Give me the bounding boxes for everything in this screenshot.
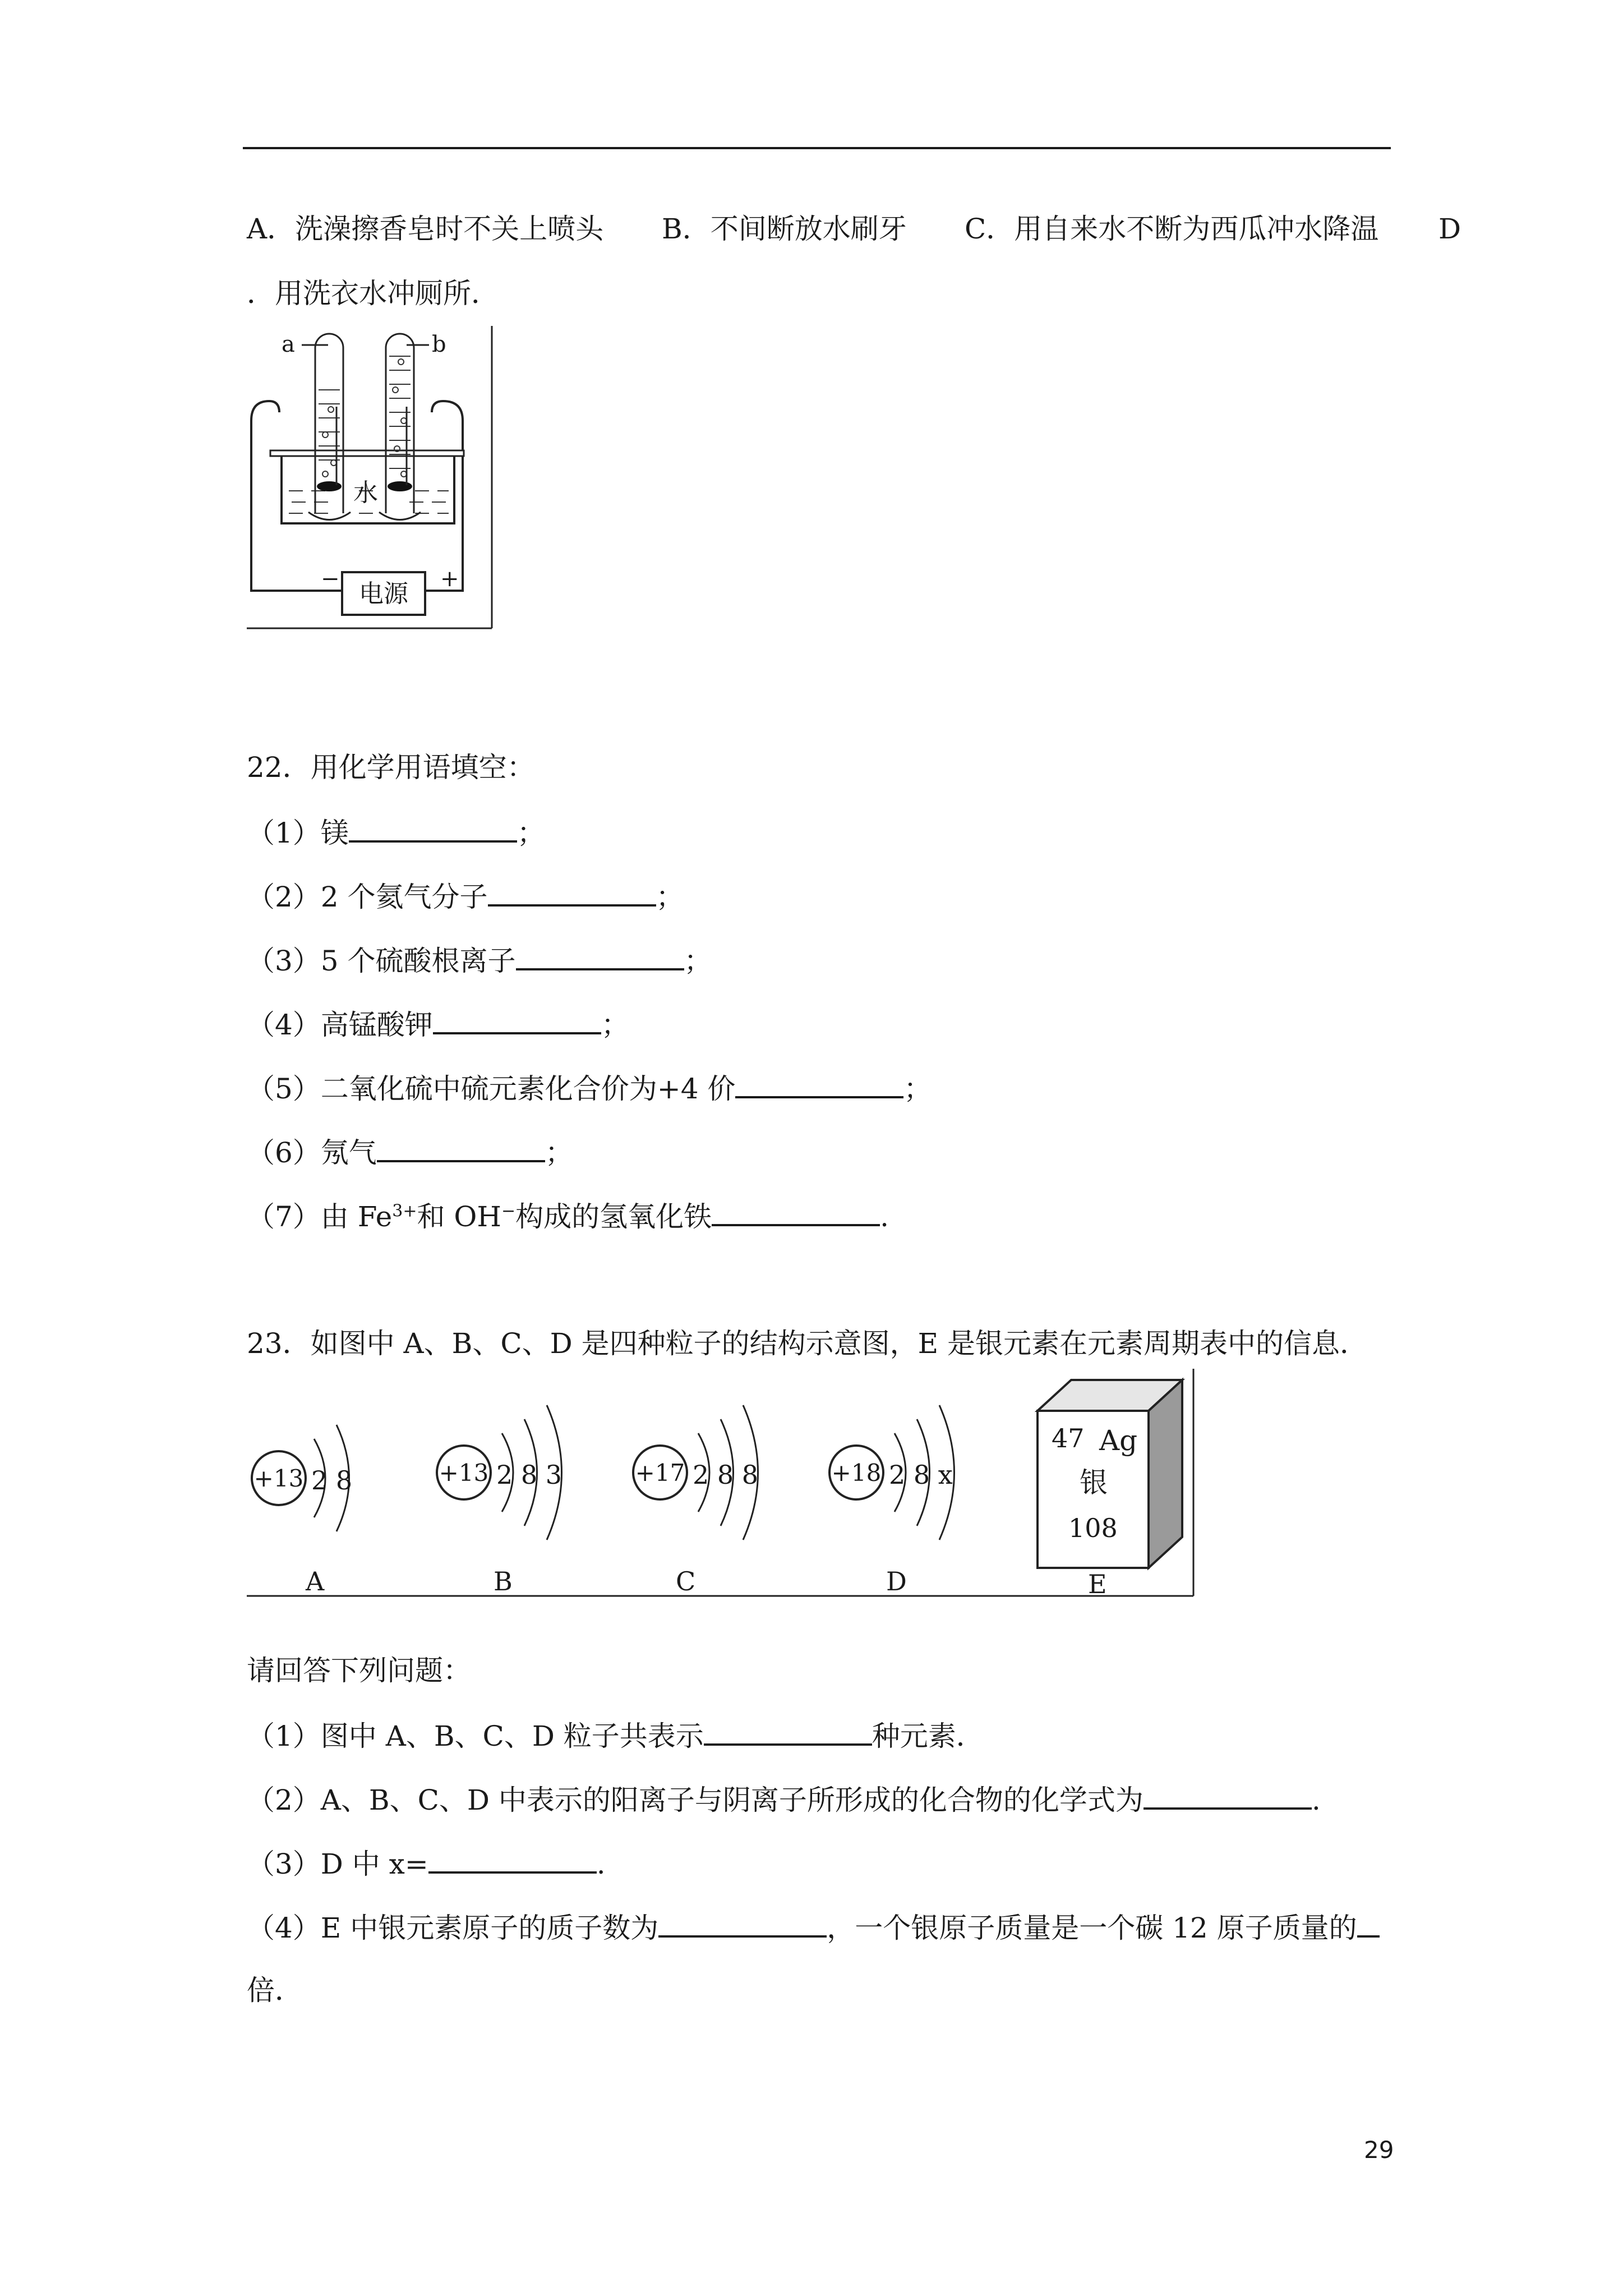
q22-item-7-part3: 构成的氢氧化铁 [515, 1200, 712, 1233]
q22-item-7-part1: （7）由 Fe [247, 1200, 393, 1233]
q23-sub-4-middle: ，一个银原子质量是一个碳 12 原子质量的 [827, 1912, 1357, 1944]
q23-sub-3 [247, 1846, 606, 1881]
q23-sub-4 [247, 1910, 1380, 1945]
answer-blank[interactable] [377, 1134, 545, 1162]
q22-item-1-text: （1）镁 [247, 817, 349, 849]
diagram-caption-e: E [1088, 1569, 1107, 1599]
particle-diagram-c [633, 1405, 758, 1596]
q23-sub-2 [247, 1782, 1321, 1817]
q21-option-a: A．洗澡擦香皂时不关上喷头 [247, 213, 604, 245]
answer-blank[interactable] [712, 1198, 880, 1226]
diagram-caption-c: C [676, 1566, 696, 1596]
q22-item-1 [247, 815, 545, 850]
label-b: b [432, 332, 446, 357]
q22-item-6-end: ； [545, 1137, 573, 1169]
particle-diagram-a [252, 1425, 352, 1596]
particle-diagram-b [437, 1405, 562, 1596]
q22-item-6 [247, 1134, 573, 1170]
q22-item-7-end: . [880, 1200, 889, 1233]
minus-sign: − [321, 566, 340, 592]
q21-option-d-text: ．用洗衣水冲厕所． [247, 277, 499, 310]
q21-option-c: C．用自来水不断为西瓜冲水降温 [965, 213, 1379, 245]
shell-electrons: 2 8 8 [693, 1460, 759, 1490]
q22-item-3-text: （3）5 个硫酸根离子 [247, 945, 516, 977]
answer-blank[interactable] [488, 878, 656, 907]
particle-diagram-d [829, 1405, 955, 1596]
label-a: a [282, 332, 295, 357]
atomic-structure-figure [247, 1369, 1200, 1604]
q23-sub-2-text: （2）A、B、C、D 中表示的阳离子与阴离子所形成的化合物的化学式为 [247, 1784, 1144, 1816]
header-rule [243, 147, 1391, 149]
power-label: 电源 [359, 579, 408, 608]
q22-item-5 [247, 1070, 932, 1106]
q22-stem: 22．用化学用语填空： [247, 751, 535, 784]
nucleus-label: +18 [831, 1459, 882, 1487]
q22-item-7-part2: 和 OH [417, 1200, 501, 1233]
answer-blank[interactable] [704, 1718, 872, 1746]
nucleus-label: +13 [439, 1459, 489, 1487]
plus-sign: + [440, 566, 459, 592]
q22-item-5-text: （5）二氧化硫中硫元素化合价为+4 价 [247, 1073, 736, 1105]
answer-blank[interactable] [1357, 1910, 1380, 1938]
q23-stem: 23．如图中 A、B、C、D 是四种粒子的结构示意图，E 是银元素在元素周期表中的信息． [247, 1327, 1368, 1360]
shell-electrons: 2 8 x [889, 1460, 953, 1490]
diagram-caption-a: A [306, 1566, 325, 1596]
water-label: 水 [353, 478, 378, 507]
q23-sub-1-end: 种元素． [872, 1720, 984, 1752]
q22-item-4-end: ； [601, 1009, 629, 1041]
page-number: 29 [1364, 2136, 1394, 2164]
element-cell-silver [1038, 1380, 1182, 1599]
q22-item-2-text: （2）2 个氦气分子 [247, 881, 488, 913]
q23-prompt: 请回答下列问题： [247, 1654, 471, 1687]
answer-blank[interactable] [428, 1846, 597, 1874]
q22-item-6-text: （6）氖气 [247, 1137, 377, 1169]
q23-sub-3-text: （3）D 中 x= [247, 1848, 428, 1880]
atomic-mass: 108 [1068, 1513, 1118, 1543]
q21-option-d-letter: D [1438, 213, 1461, 245]
diagram-caption-b: B [494, 1566, 513, 1596]
q22-item-5-end: ； [903, 1073, 932, 1105]
atomic-number: 47 [1052, 1423, 1085, 1453]
q22-item-4 [247, 1006, 629, 1042]
superscript: 3+ [392, 1201, 417, 1221]
q21-option-b: B．不间断放水刷牙 [662, 213, 907, 245]
q23-sub-3-end: . [596, 1848, 606, 1880]
answer-blank[interactable] [735, 1070, 903, 1098]
q23-sub-1 [247, 1718, 984, 1753]
q22-item-3 [247, 942, 712, 978]
answer-blank[interactable] [658, 1910, 827, 1938]
q22-item-7 [247, 1198, 889, 1234]
q22-item-2-end: ； [656, 881, 684, 913]
answer-blank[interactable] [433, 1006, 601, 1034]
diagram-caption-d: D [886, 1566, 907, 1596]
shell-electrons: 2 8 3 [496, 1460, 562, 1490]
q22-item-1-end: ； [517, 817, 545, 849]
q23-sub-4-line2: 倍． [247, 1974, 303, 2007]
shell-electrons: 2 8 [311, 1465, 353, 1496]
element-symbol: Ag [1099, 1424, 1138, 1457]
answer-blank[interactable] [349, 815, 517, 843]
q23-sub-1-text: （1）图中 A、B、C、D 粒子共表示 [247, 1720, 704, 1752]
nucleus-label: +13 [253, 1465, 304, 1492]
electrolysis-figure [247, 323, 494, 631]
superscript: − [501, 1201, 516, 1221]
answer-blank[interactable] [1144, 1782, 1312, 1810]
q22-item-4-text: （4）高锰酸钾 [247, 1009, 433, 1041]
answer-blank[interactable] [516, 942, 684, 970]
nucleus-label: +17 [635, 1459, 685, 1487]
q23-sub-4-text: （4）E 中银元素原子的质子数为 [247, 1912, 659, 1944]
q22-item-3-end: ； [684, 945, 712, 977]
q23-sub-2-end: . [1311, 1784, 1321, 1816]
q22-item-2 [247, 878, 684, 914]
element-name: 银 [1080, 1466, 1108, 1499]
